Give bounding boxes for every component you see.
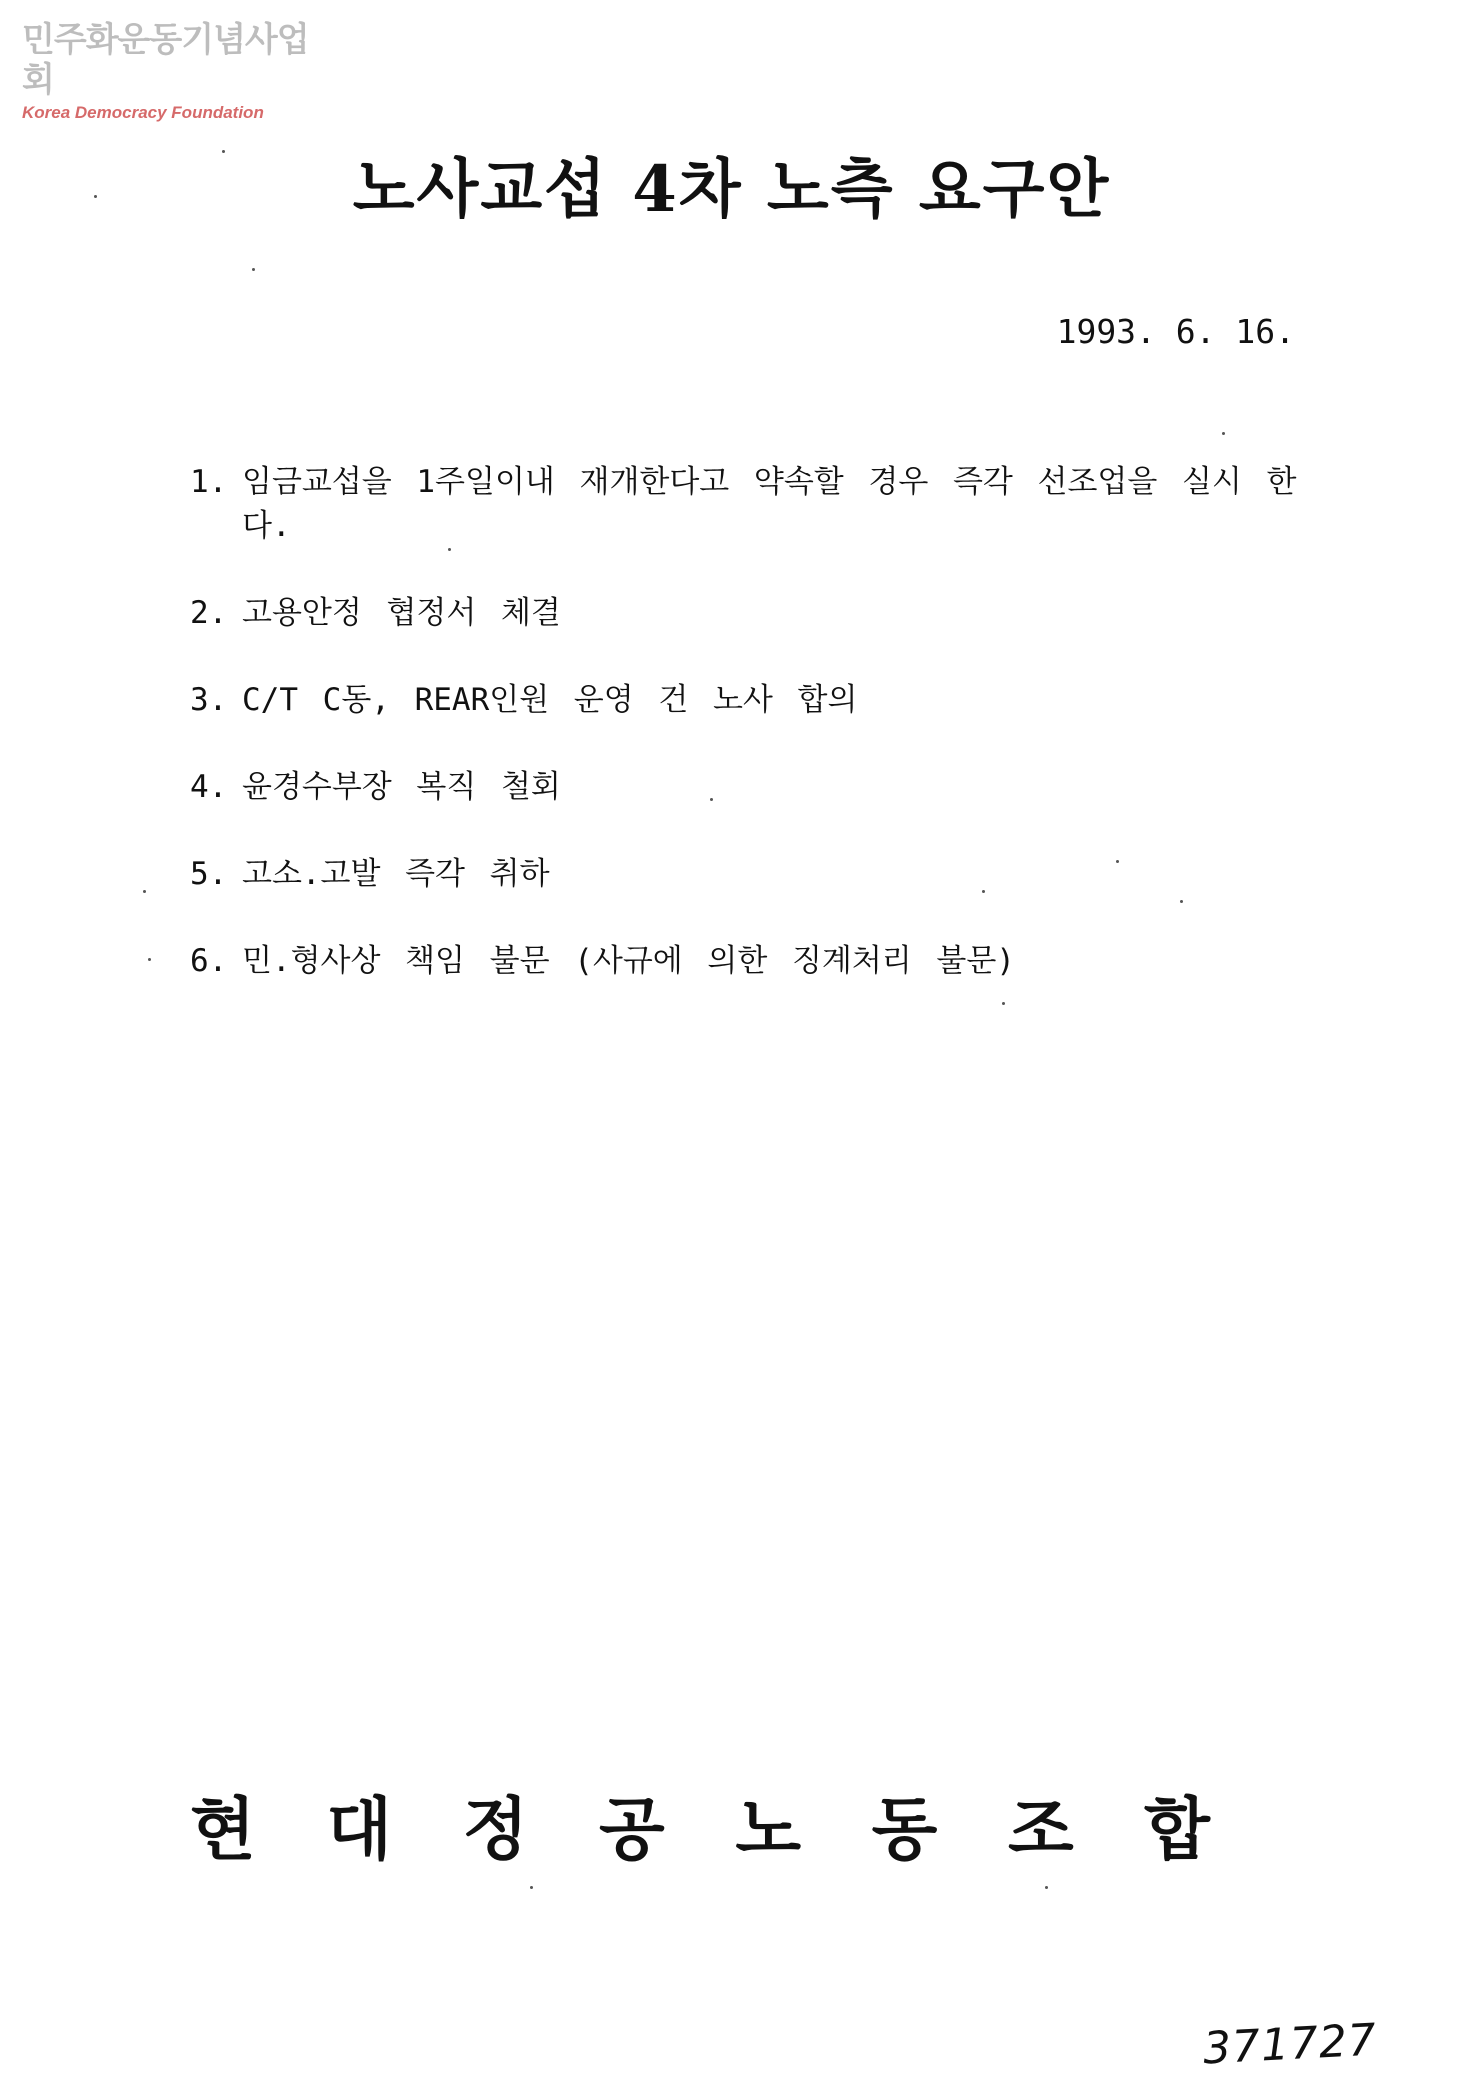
demand-item (190, 765, 1310, 809)
demand-item (190, 591, 1310, 635)
demand-item (190, 939, 1310, 983)
demand-number: 6. (190, 943, 228, 979)
scan-speck (143, 890, 146, 893)
demand-text: 임금교섭을 1주일이내 재개한다고 약속할 경우 즉각 선조업을 실시 한다. (242, 464, 1297, 544)
document-date: 1993. 6. 16. (1056, 312, 1295, 351)
scan-speck (1116, 860, 1119, 863)
demand-list (190, 460, 1310, 1026)
demand-number: 4. (190, 769, 228, 805)
scan-speck (710, 798, 713, 801)
demand-number: 5. (190, 856, 228, 892)
watermark-korean: 민주화운동기념사업회 (22, 20, 309, 100)
signature-char: 정 (462, 1790, 529, 1870)
demand-item (190, 678, 1310, 722)
demand-number: 1. (190, 464, 228, 500)
scan-speck (530, 1886, 533, 1889)
demand-text: 고소.고발 즉각 취하 (242, 856, 550, 892)
scan-speck (448, 548, 451, 551)
scan-speck (148, 958, 151, 961)
demand-text: 고용안정 협정서 체결 (242, 595, 561, 631)
document-title: 노사교섭 4차 노측 요구안 (352, 152, 1111, 227)
scan-speck (982, 890, 985, 893)
archive-number: 371727 (1201, 2014, 1379, 2075)
signature-char: 동 (871, 1790, 938, 1870)
scan-speck (1222, 432, 1225, 435)
watermark-english: Korea Democracy Foundation (22, 103, 264, 122)
signature-char: 조 (1007, 1790, 1074, 1870)
signature-char: 현 (190, 1790, 256, 1870)
union-signature (190, 1790, 1210, 1870)
signature-char: 대 (326, 1790, 393, 1870)
signature-char: 노 (735, 1790, 802, 1870)
signature-char: 공 (598, 1790, 665, 1870)
scan-speck (1045, 1886, 1048, 1889)
demand-number: 3. (190, 682, 228, 718)
demand-text: 윤경수부장 복직 철회 (242, 769, 561, 805)
scan-speck (94, 195, 97, 198)
scan-speck (1002, 1002, 1005, 1005)
demand-text: 민.형사상 책임 불문 (사규에 의한 징계처리 불문) (242, 943, 1015, 979)
demand-number: 2. (190, 595, 228, 631)
scan-speck (1180, 900, 1183, 903)
signature-char: 합 (1144, 1790, 1210, 1870)
demand-item (190, 852, 1310, 896)
demand-item (190, 460, 1310, 548)
scan-speck (222, 150, 225, 153)
demand-text: C/T C동, REAR인원 운영 건 노사 합의 (242, 682, 858, 718)
scan-speck (252, 268, 255, 271)
foundation-watermark (22, 20, 322, 124)
